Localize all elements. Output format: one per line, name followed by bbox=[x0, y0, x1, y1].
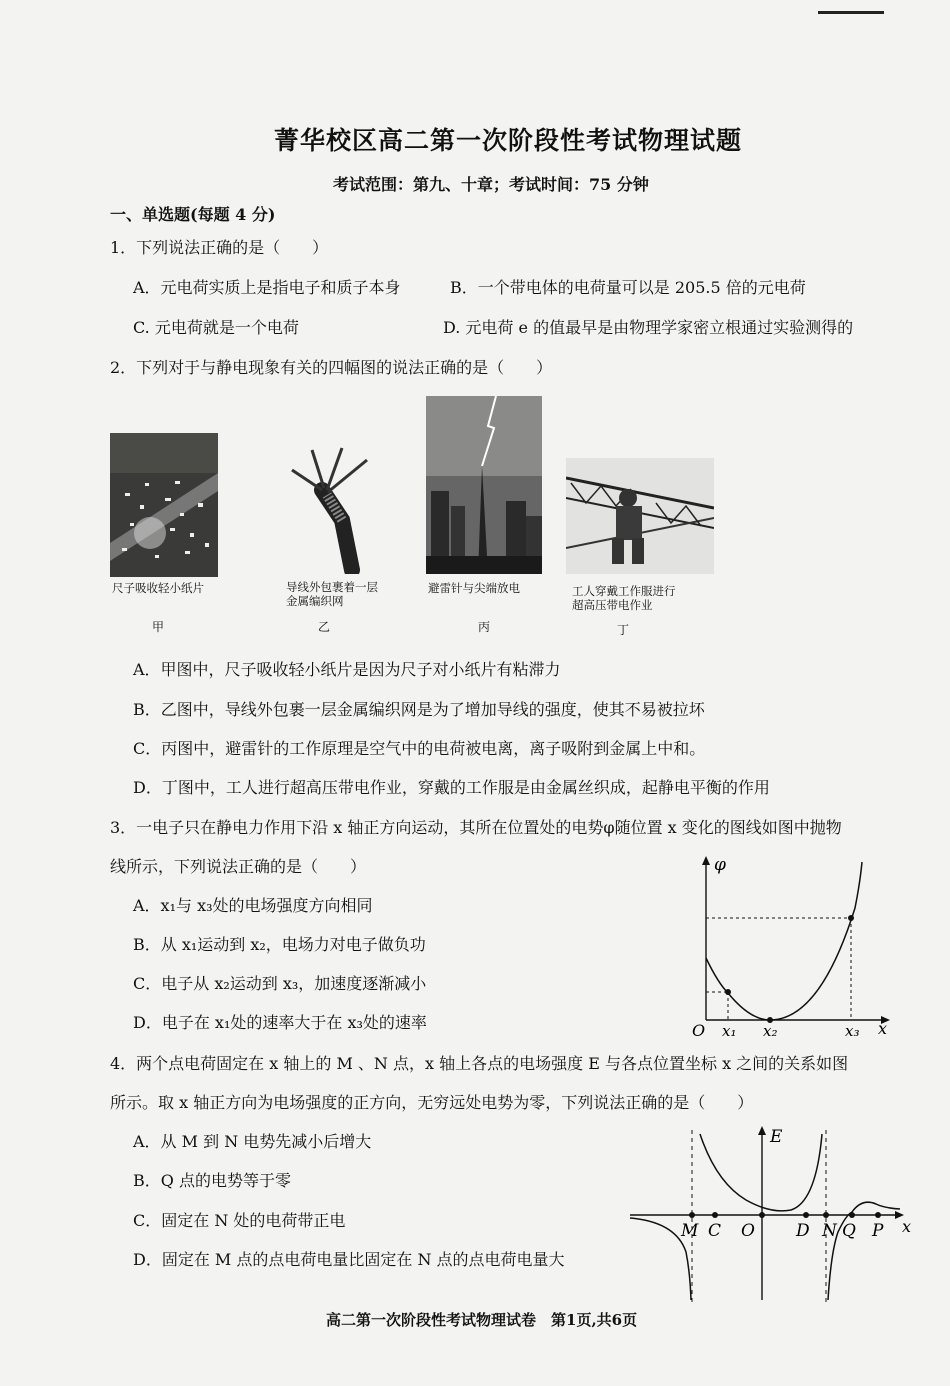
q1-option-a: A．元电荷实质上是指电子和质子本身 bbox=[133, 278, 401, 297]
q4-point-n: N bbox=[822, 1221, 837, 1241]
q3-x-label: x bbox=[878, 1019, 888, 1038]
page-footer: 高二第一次阶段性考试物理试卷 第1页,共6页 bbox=[326, 1311, 638, 1329]
photo-lightning-rod bbox=[426, 396, 542, 574]
q3-curve bbox=[706, 862, 862, 1020]
q3-option-c: C．电子从 x₂运动到 x₃，加速度逐渐减小 bbox=[133, 974, 427, 993]
label-yi: 乙 bbox=[318, 620, 331, 634]
q1-option-b: B．一个带电体的电荷量可以是 205.5 倍的元电荷 bbox=[450, 278, 806, 297]
q4-field-graph bbox=[626, 1122, 916, 1304]
q3-tick-x2: x₂ bbox=[763, 1022, 778, 1038]
q4-point-m: M bbox=[681, 1221, 699, 1241]
top-mark bbox=[818, 11, 884, 14]
q4-x-label: x bbox=[902, 1217, 912, 1236]
q3-tick-x3: x₃ bbox=[845, 1022, 860, 1038]
caption-bing: 避雷针与尖端放电 bbox=[428, 581, 520, 595]
q2-stem: 2．下列对于与静电现象有关的四幅图的说法正确的是（ ） bbox=[110, 358, 553, 377]
caption-jia: 尺子吸收轻小纸片 bbox=[112, 581, 204, 595]
q4-option-c: C．固定在 N 处的电荷带正电 bbox=[133, 1211, 346, 1230]
q3-potential-graph bbox=[690, 848, 900, 1038]
label-bing: 丙 bbox=[478, 620, 491, 634]
photo-shielded-cable bbox=[282, 440, 394, 574]
label-ding: 丁 bbox=[617, 623, 630, 637]
caption-yi: 导线外包裹着一层金属编织网 bbox=[286, 580, 378, 608]
q4-curve-right bbox=[828, 1202, 900, 1300]
q3-option-d: D．电子在 x₁处的速率大于在 x₃处的速率 bbox=[133, 1013, 427, 1032]
q2-option-c: C．丙图中，避雷针的工作原理是空气中的电荷被电离，离子吸附到金属上中和。 bbox=[133, 739, 706, 758]
q4-stem-line2: 所示。取 x 轴正方向为电场强度的正方向，无穷远处电势为零，下列说法正确的是（ ） bbox=[110, 1093, 754, 1112]
q4-point-p: P bbox=[872, 1221, 884, 1241]
q2-option-b: B．乙图中，导线外包裹一层金属编织网是为了增加导线的强度，使其不易被拉坏 bbox=[133, 700, 705, 719]
photo-ruler-paper bbox=[110, 433, 218, 577]
q4-point-d: D bbox=[796, 1221, 810, 1241]
q4-y-label: E bbox=[770, 1127, 783, 1147]
page-title: 菁华校区高二第一次阶段性考试物理试题 bbox=[274, 126, 743, 155]
q3-y-label: φ bbox=[714, 855, 726, 875]
q3-stem-line2: 线所示，下列说法正确的是（ ） bbox=[110, 857, 367, 876]
section-heading: 一、单选题(每题 4 分) bbox=[110, 205, 276, 224]
caption-ding: 工人穿戴工作服进行超高压带电作业 bbox=[572, 584, 676, 612]
q4-curve-middle bbox=[700, 1134, 822, 1211]
exam-info: 考试范围：第九、十章；考试时间：75 分钟 bbox=[333, 175, 649, 194]
q3-option-a: A．x₁与 x₃处的电场强度方向相同 bbox=[133, 896, 373, 915]
q4-point-q: Q bbox=[842, 1221, 856, 1241]
q1-option-d: D. 元电荷 e 的值最早是由物理学家密立根通过实验测得的 bbox=[443, 318, 854, 337]
q1-option-c: C. 元电荷就是一个电荷 bbox=[133, 318, 299, 337]
q2-option-d: D．丁图中，工人进行超高压带电作业，穿戴的工作服是由金属丝织成，起静电平衡的作用 bbox=[133, 778, 770, 797]
photo-lineman bbox=[566, 458, 714, 574]
q4-stem-line1: 4．两个点电荷固定在 x 轴上的 M 、N 点，x 轴上各点的电场强度 E 与各点位置坐标 x 之间的关系如图 bbox=[110, 1054, 849, 1073]
q4-option-a: A．从 M 到 N 电势先减小后增大 bbox=[133, 1132, 372, 1151]
q2-option-a: A．甲图中，尺子吸收轻小纸片是因为尺子对小纸片有粘滞力 bbox=[133, 660, 561, 679]
label-jia: 甲 bbox=[152, 620, 165, 634]
q4-option-b: B．Q 点的电势等于零 bbox=[133, 1171, 291, 1190]
q3-option-b: B．从 x₁运动到 x₂，电场力对电子做负功 bbox=[133, 935, 426, 954]
q4-point-c: C bbox=[708, 1221, 722, 1241]
q3-origin: O bbox=[692, 1021, 706, 1038]
q4-point-o: O bbox=[741, 1221, 755, 1241]
q4-option-d: D．固定在 M 点的点电荷电量比固定在 N 点的点电荷电量大 bbox=[133, 1250, 565, 1269]
q3-stem-line1: 3．一电子只在静电力作用下沿 x 轴正方向运动，其所在位置处的电势φ随位置 x 变化的图线如图中抛物 bbox=[110, 818, 842, 837]
q3-tick-x1: x₁ bbox=[722, 1022, 737, 1038]
q1-stem: 1．下列说法正确的是（ ） bbox=[110, 238, 329, 257]
